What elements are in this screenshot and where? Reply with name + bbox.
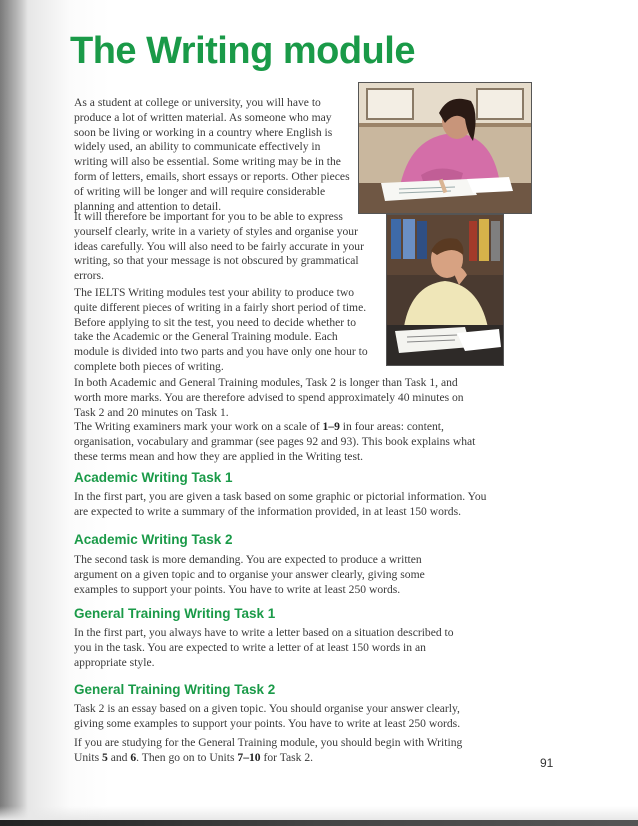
page-title: The Writing module <box>70 30 415 72</box>
intro-paragraph-4: In both Academic and General Training modules, Task 2 is longer than Task 1, and worth more marks. You are therefore advised to spend approximately 40 minutes on Task 2 and 20 minutes on Task 1. <box>74 376 464 419</box>
closing-unit-5: 5 <box>102 750 108 764</box>
section-heading-academic-task-1: Academic Writing Task 1 <box>74 470 233 485</box>
intro-paragraph-5 <box>74 420 486 464</box>
intro-paragraph-1: As a student at college or university, you will have to produce a lot of written material. As someone who may soon be living or working in a country where English is widely used, an ability to communicate effectively in writing will also be essential. Some writing may be in the form of letters, emails, short essays or reports. Other pieces of writing will be longer and will require considerable planning and attention to detail. <box>74 96 350 213</box>
section-text-academic-task-1: In the first part, you are given a task based on some graphic or pictorial information. You are expected to write a summary of the information provided, in at least 150 words. <box>74 490 487 518</box>
intro-p5-text-a: The Writing examiners mark your work on a scale of <box>74 420 323 433</box>
closing-paragraph <box>74 736 488 766</box>
section-text-academic-task-2: The second task is more demanding. You are expected to produce a written argument on a given topic and to organise your answer clearly, giving some examples to support your points. You have to write at least 250 words. <box>74 553 425 596</box>
page-number: 91 <box>540 756 554 770</box>
intro-p5-text-b: in four areas: content, organisation, vocabulary and grammar (see pages 92 and 93). This book explains what these terms mean and how they are applied in the Writing test. <box>74 420 476 463</box>
closing-text-d: for Task 2. <box>260 750 314 764</box>
section-text-general-task-2: Task 2 is an essay based on a given topic. You should organise your answer clearly, giving some examples to support your points. You have to write at least 250 words. <box>74 702 461 730</box>
intro-paragraph-3: The IELTS Writing modules test your ability to produce two quite different pieces of writing in a fairly short period of time. Before applying to sit the test, you need to decide whether to take the Academic or the General Training module. Each module is divided into two parts and you have only one hour to complete both pieces of writing. <box>74 286 368 373</box>
closing-text-b: and <box>107 750 131 764</box>
section-heading-academic-task-2: Academic Writing Task 2 <box>74 532 233 547</box>
section-heading-general-task-1: General Training Writing Task 1 <box>74 606 276 621</box>
page-bottom-shadow <box>0 806 638 820</box>
section-text-general-task-1: In the first part, you always have to write a letter based on a situation described to you in the task. You are expected to write a letter of at least 150 words in an appropriate style. <box>74 626 454 669</box>
closing-text-c: . Then go on to Units <box>136 750 238 764</box>
photo-man-studying <box>386 214 504 366</box>
photo-woman-writing <box>358 82 532 214</box>
page-bottom-edge <box>0 820 638 826</box>
closing-unit-6: 6 <box>130 750 137 764</box>
intro-paragraph-2: It will therefore be important for you to be able to express yourself clearly, write in a variety of styles and organise your ideas carefully. You will also need to be fairly accurate in your writing, so that your message is not obscured by grammatical errors. <box>74 210 364 283</box>
closing-text-a: If you are studying for the General Training module, you should begin with Writing Units <box>74 736 463 764</box>
intro-p5-scale: 1–9 <box>322 420 340 433</box>
section-heading-general-task-2: General Training Writing Task 2 <box>74 682 276 697</box>
closing-units-7-10: 7–10 <box>237 750 261 764</box>
book-spine-shadow <box>0 0 28 826</box>
